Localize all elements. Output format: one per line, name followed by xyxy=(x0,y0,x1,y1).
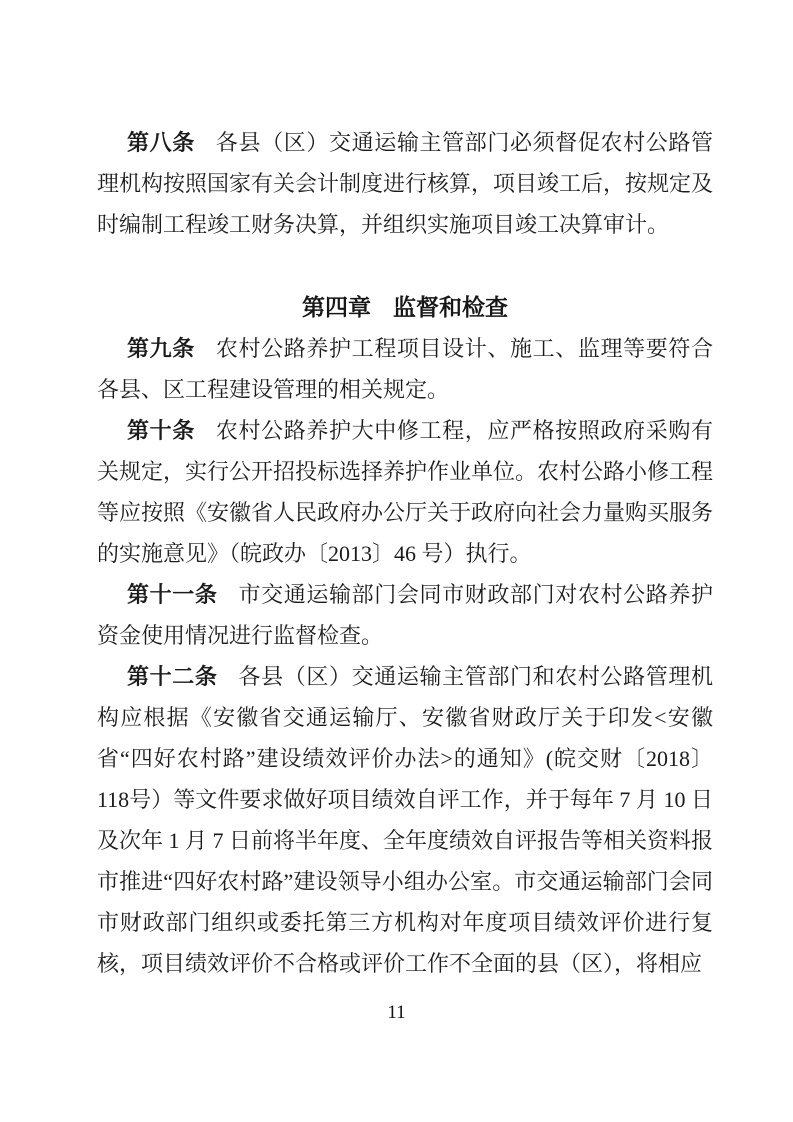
article-11-paragraph xyxy=(97,574,713,656)
article-12-number: 第十二条 xyxy=(127,664,218,689)
article-11-text: 市交通运输部门会同市财政部门对农村公路养护资金使用情况进行监督检查。 xyxy=(97,582,713,648)
article-8-text: 各县（区）交通运输主管部门必须督促农村公路管理机构按照国家有关会计制度进行核算，项目竣工后，按规定及时编制工程竣工财务决算，并组织实施项目竣工决算审计。 xyxy=(97,130,714,237)
article-10-text: 农村公路养护大中修工程，应严格按照政府采购有关规定，实行公开招投标选择养护作业单位。农村公路小修工程等应按照《安徽省人民政府办公厅关于政府向社会力量购买服务的实施意见》（皖政办〔2013〕46 号）执行。 xyxy=(97,418,714,566)
article-11-number: 第十一条 xyxy=(127,582,218,607)
chapter-number: 第四章 xyxy=(302,294,371,320)
chapter-title: 监督和检查 xyxy=(393,294,508,320)
article-9-paragraph xyxy=(97,328,713,410)
document-body xyxy=(97,122,713,984)
article-9-number: 第九条 xyxy=(127,336,195,361)
article-8-number: 第八条 xyxy=(127,130,195,155)
article-12-paragraph xyxy=(97,656,713,984)
page-number: 11 xyxy=(387,1002,406,1023)
article-8-paragraph xyxy=(97,122,713,245)
article-9-text: 农村公路养护工程项目设计、施工、监理等要符合各县、区工程建设管理的相关规定。 xyxy=(97,336,713,402)
article-10-number: 第十条 xyxy=(127,418,195,443)
chapter-heading xyxy=(97,287,713,328)
article-12-text: 各县（区）交通运输主管部门和农村公路管理机构应根据《安徽省交通运输厅、安徽省财政厅关于印发<安徽省“四好农村路”建设绩效评价办法>的通知》(皖交财〔2018〕118号）等文件要求做好项目绩效自评工作，并于每年 7 月 10 日及次年 1 月 7 日前将半年度、全年度绩效自评报告等相关资料报市推进“四好农村路”建设领导小组办公室。市交通运输部门会同市财政部门组织或委托第三方机构对年度项目绩效评价进行复核，项目绩效评价不合格或评价工作不全面的县（区），将相应 xyxy=(97,664,714,976)
article-10-paragraph xyxy=(97,410,713,574)
